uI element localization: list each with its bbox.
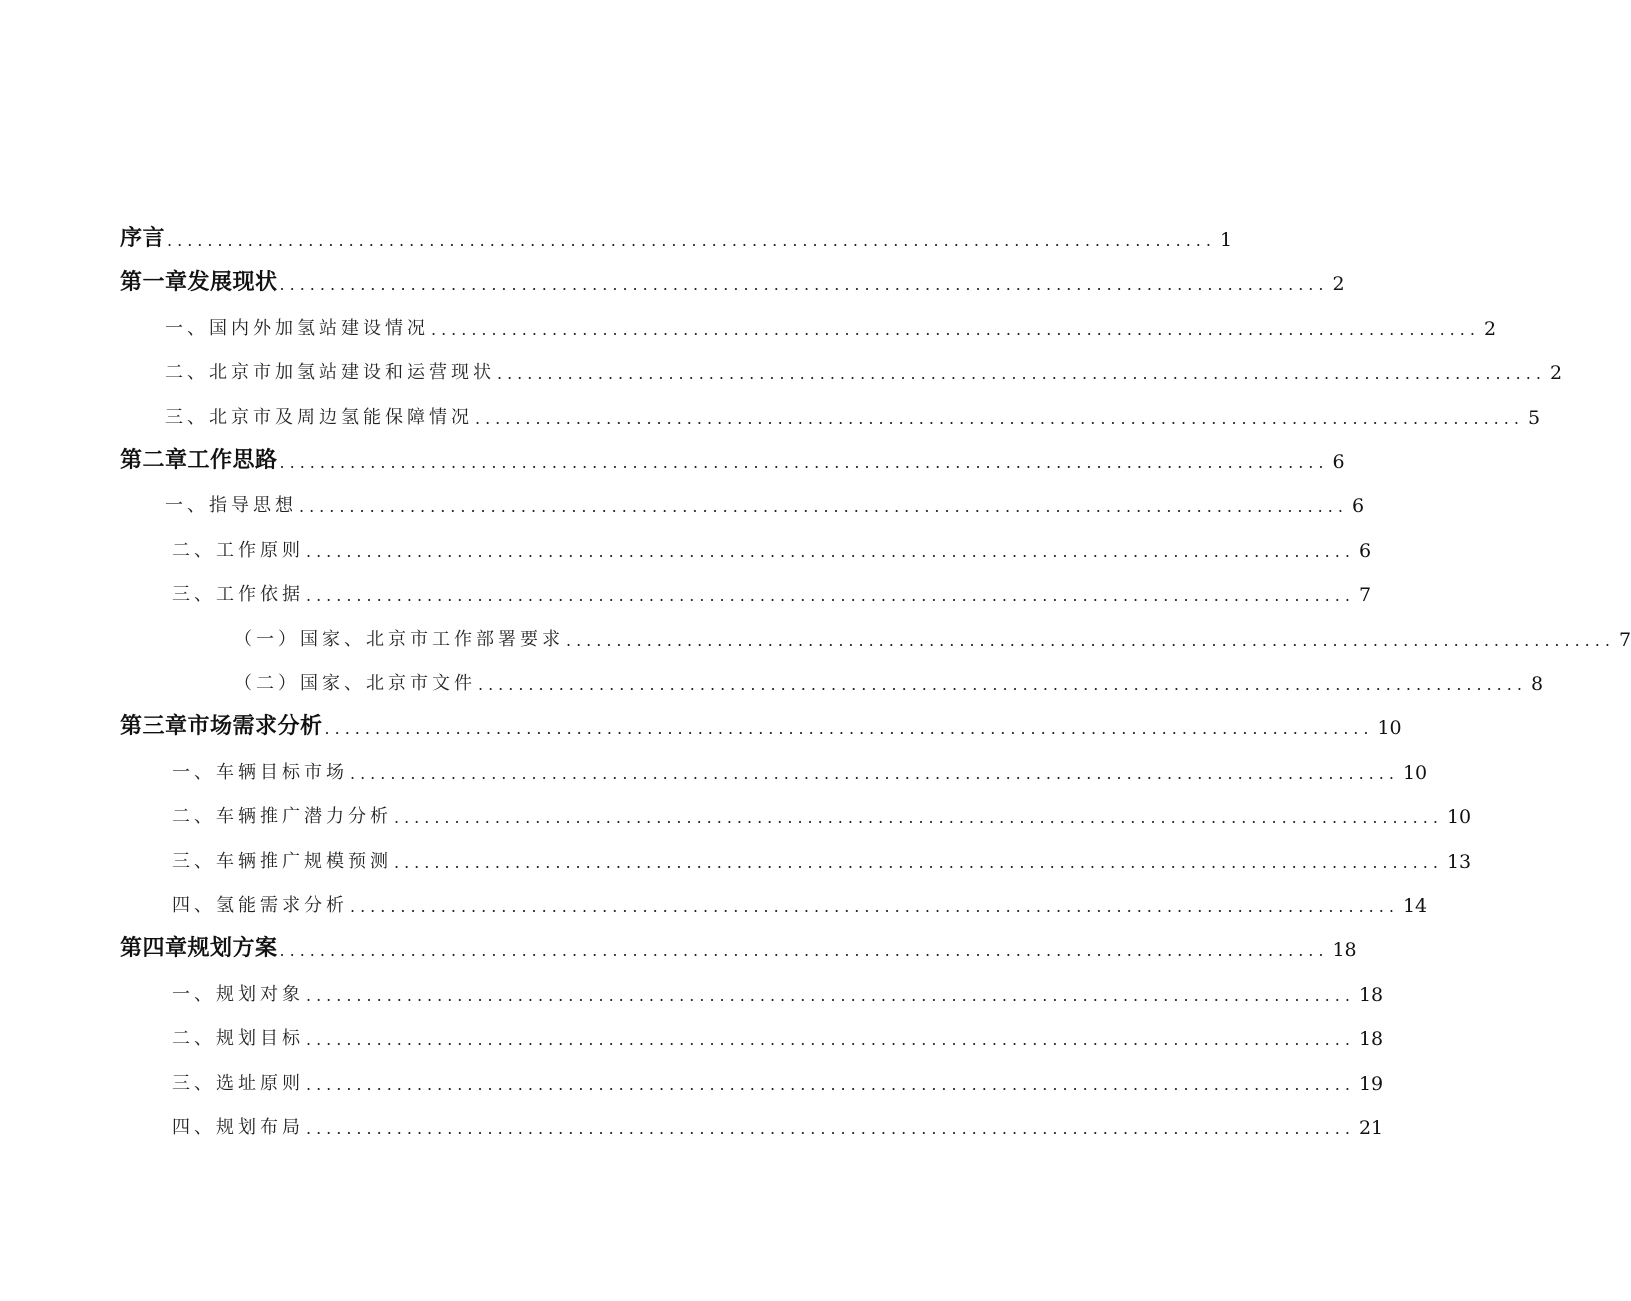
toc-page-number: 2 [1549, 362, 1563, 384]
toc-entry-title: 序言 [120, 226, 166, 251]
toc-entry-subsection[interactable] [234, 618, 1631, 652]
toc-entry-chapter-2[interactable] [120, 440, 1345, 474]
toc-entry-title: 一、规划对象 [172, 984, 304, 1005]
dot-leader: ........................................................................................................ [350, 764, 1399, 783]
toc-entry-title: 一、车辆目标市场 [172, 762, 348, 783]
dot-leader: ........................................................................................................ [350, 897, 1399, 916]
toc-page-number: 7 [1618, 629, 1631, 651]
toc-entry-title: 二、工作原则 [172, 540, 304, 561]
toc-entry-section[interactable] [172, 884, 1428, 918]
toc-entry-title: 三、北京市及周边氢能保障情况 [165, 407, 473, 428]
toc-entry-section[interactable] [172, 1017, 1384, 1051]
dot-leader: ........................................................................................................ [306, 542, 1355, 561]
toc-entry-title: 第一章发展现状 [120, 270, 278, 295]
dot-leader: ........................................................................................................ [431, 320, 1480, 339]
dot-leader: ........................................................................................................ [566, 631, 1615, 650]
toc-entry-chapter-3[interactable] [120, 706, 1402, 740]
toc-page-number: 14 [1402, 895, 1428, 917]
dot-leader: ........................................................................................................ [279, 453, 1329, 472]
dot-leader: ........................................................................................................ [306, 1075, 1355, 1094]
toc-entry-section[interactable] [172, 973, 1384, 1007]
toc-entry-chapter-1[interactable] [120, 262, 1345, 296]
toc-page-number: 6 [1358, 540, 1372, 562]
toc-entry-title: 一、指导思想 [165, 495, 297, 516]
toc-entry-section[interactable] [172, 795, 1472, 829]
dot-leader: ........................................................................................................ [279, 275, 1329, 294]
toc-page-number: 19 [1358, 1073, 1384, 1095]
toc-entry-section[interactable] [165, 396, 1541, 430]
toc-page-number: 1 [1219, 229, 1233, 251]
toc-page-number: 10 [1446, 806, 1472, 828]
toc-page-number: 21 [1358, 1117, 1384, 1139]
toc-entry-chapter-4[interactable] [120, 928, 1357, 962]
dot-leader: ........................................................................................................ [394, 853, 1443, 872]
dot-leader: ........................................................................................................ [394, 808, 1443, 827]
toc-entry-title: 二、车辆推广潜力分析 [172, 806, 392, 827]
toc-entry-subsection[interactable] [234, 662, 1544, 696]
toc-page-number: 18 [1358, 984, 1384, 1006]
toc-entry-title: 四、氢能需求分析 [172, 895, 348, 916]
toc-entry-section[interactable] [172, 1062, 1384, 1096]
toc-entry-section[interactable] [172, 573, 1372, 607]
toc-page-number: 8 [1530, 673, 1544, 695]
toc-entry-section[interactable] [165, 307, 1497, 341]
dot-leader: ........................................................................................................ [497, 364, 1546, 383]
toc-entry-section[interactable] [165, 484, 1365, 518]
dot-leader: ........................................................................................................ [475, 409, 1524, 428]
dot-leader: ........................................................................................................ [306, 586, 1355, 605]
dot-leader: ........................................................................................................ [478, 675, 1527, 694]
dot-leader: ........................................................................................................ [324, 719, 1374, 738]
toc-entry-section[interactable] [172, 1106, 1384, 1140]
toc-entry-title: 三、工作依据 [172, 584, 304, 605]
toc-page-number: 2 [1332, 273, 1345, 295]
toc-entry-title: （一）国家、北京市工作部署要求 [234, 629, 564, 650]
toc-entry-section[interactable] [172, 529, 1372, 563]
toc-page-number: 18 [1332, 939, 1357, 961]
dot-leader: ........................................................................................................ [167, 231, 1216, 250]
toc-page-number: 10 [1377, 717, 1402, 739]
toc-page-number: 6 [1332, 451, 1345, 473]
dot-leader: ........................................................................................................ [306, 1030, 1355, 1049]
toc-entry-title: 三、选址原则 [172, 1073, 304, 1094]
toc-entry-title: 二、北京市加氢站建设和运营现状 [165, 362, 495, 383]
toc-entry-title: 三、车辆推广规模预测 [172, 851, 392, 872]
toc-page-number: 10 [1402, 762, 1428, 784]
toc-entry-preface[interactable] [120, 218, 1233, 252]
dot-leader: ........................................................................................................ [299, 497, 1348, 516]
toc-page-number: 13 [1446, 851, 1472, 873]
toc-entry-title: 二、规划目标 [172, 1028, 304, 1049]
toc-page-number: 18 [1358, 1028, 1384, 1050]
toc-entry-title: 四、规划布局 [172, 1117, 304, 1138]
dot-leader: ........................................................................................................ [279, 941, 1329, 960]
toc-entry-title: 一、国内外加氢站建设情况 [165, 318, 429, 339]
toc-page-number: 6 [1351, 495, 1365, 517]
dot-leader: ........................................................................................................ [306, 1119, 1355, 1138]
toc-entry-section[interactable] [172, 840, 1472, 874]
toc-entry-title: 第三章市场需求分析 [120, 714, 323, 739]
dot-leader: ........................................................................................................ [306, 986, 1355, 1005]
toc-entry-section[interactable] [165, 351, 1563, 385]
toc-page-number: 2 [1483, 318, 1497, 340]
toc-entry-title: 第四章规划方案 [120, 936, 278, 961]
toc-entry-section[interactable] [172, 751, 1428, 785]
toc-page-number: 5 [1527, 407, 1541, 429]
toc-entry-title: （二）国家、北京市文件 [234, 673, 476, 694]
toc-entry-title: 第二章工作思路 [120, 448, 278, 473]
toc-page-number: 7 [1358, 584, 1372, 606]
